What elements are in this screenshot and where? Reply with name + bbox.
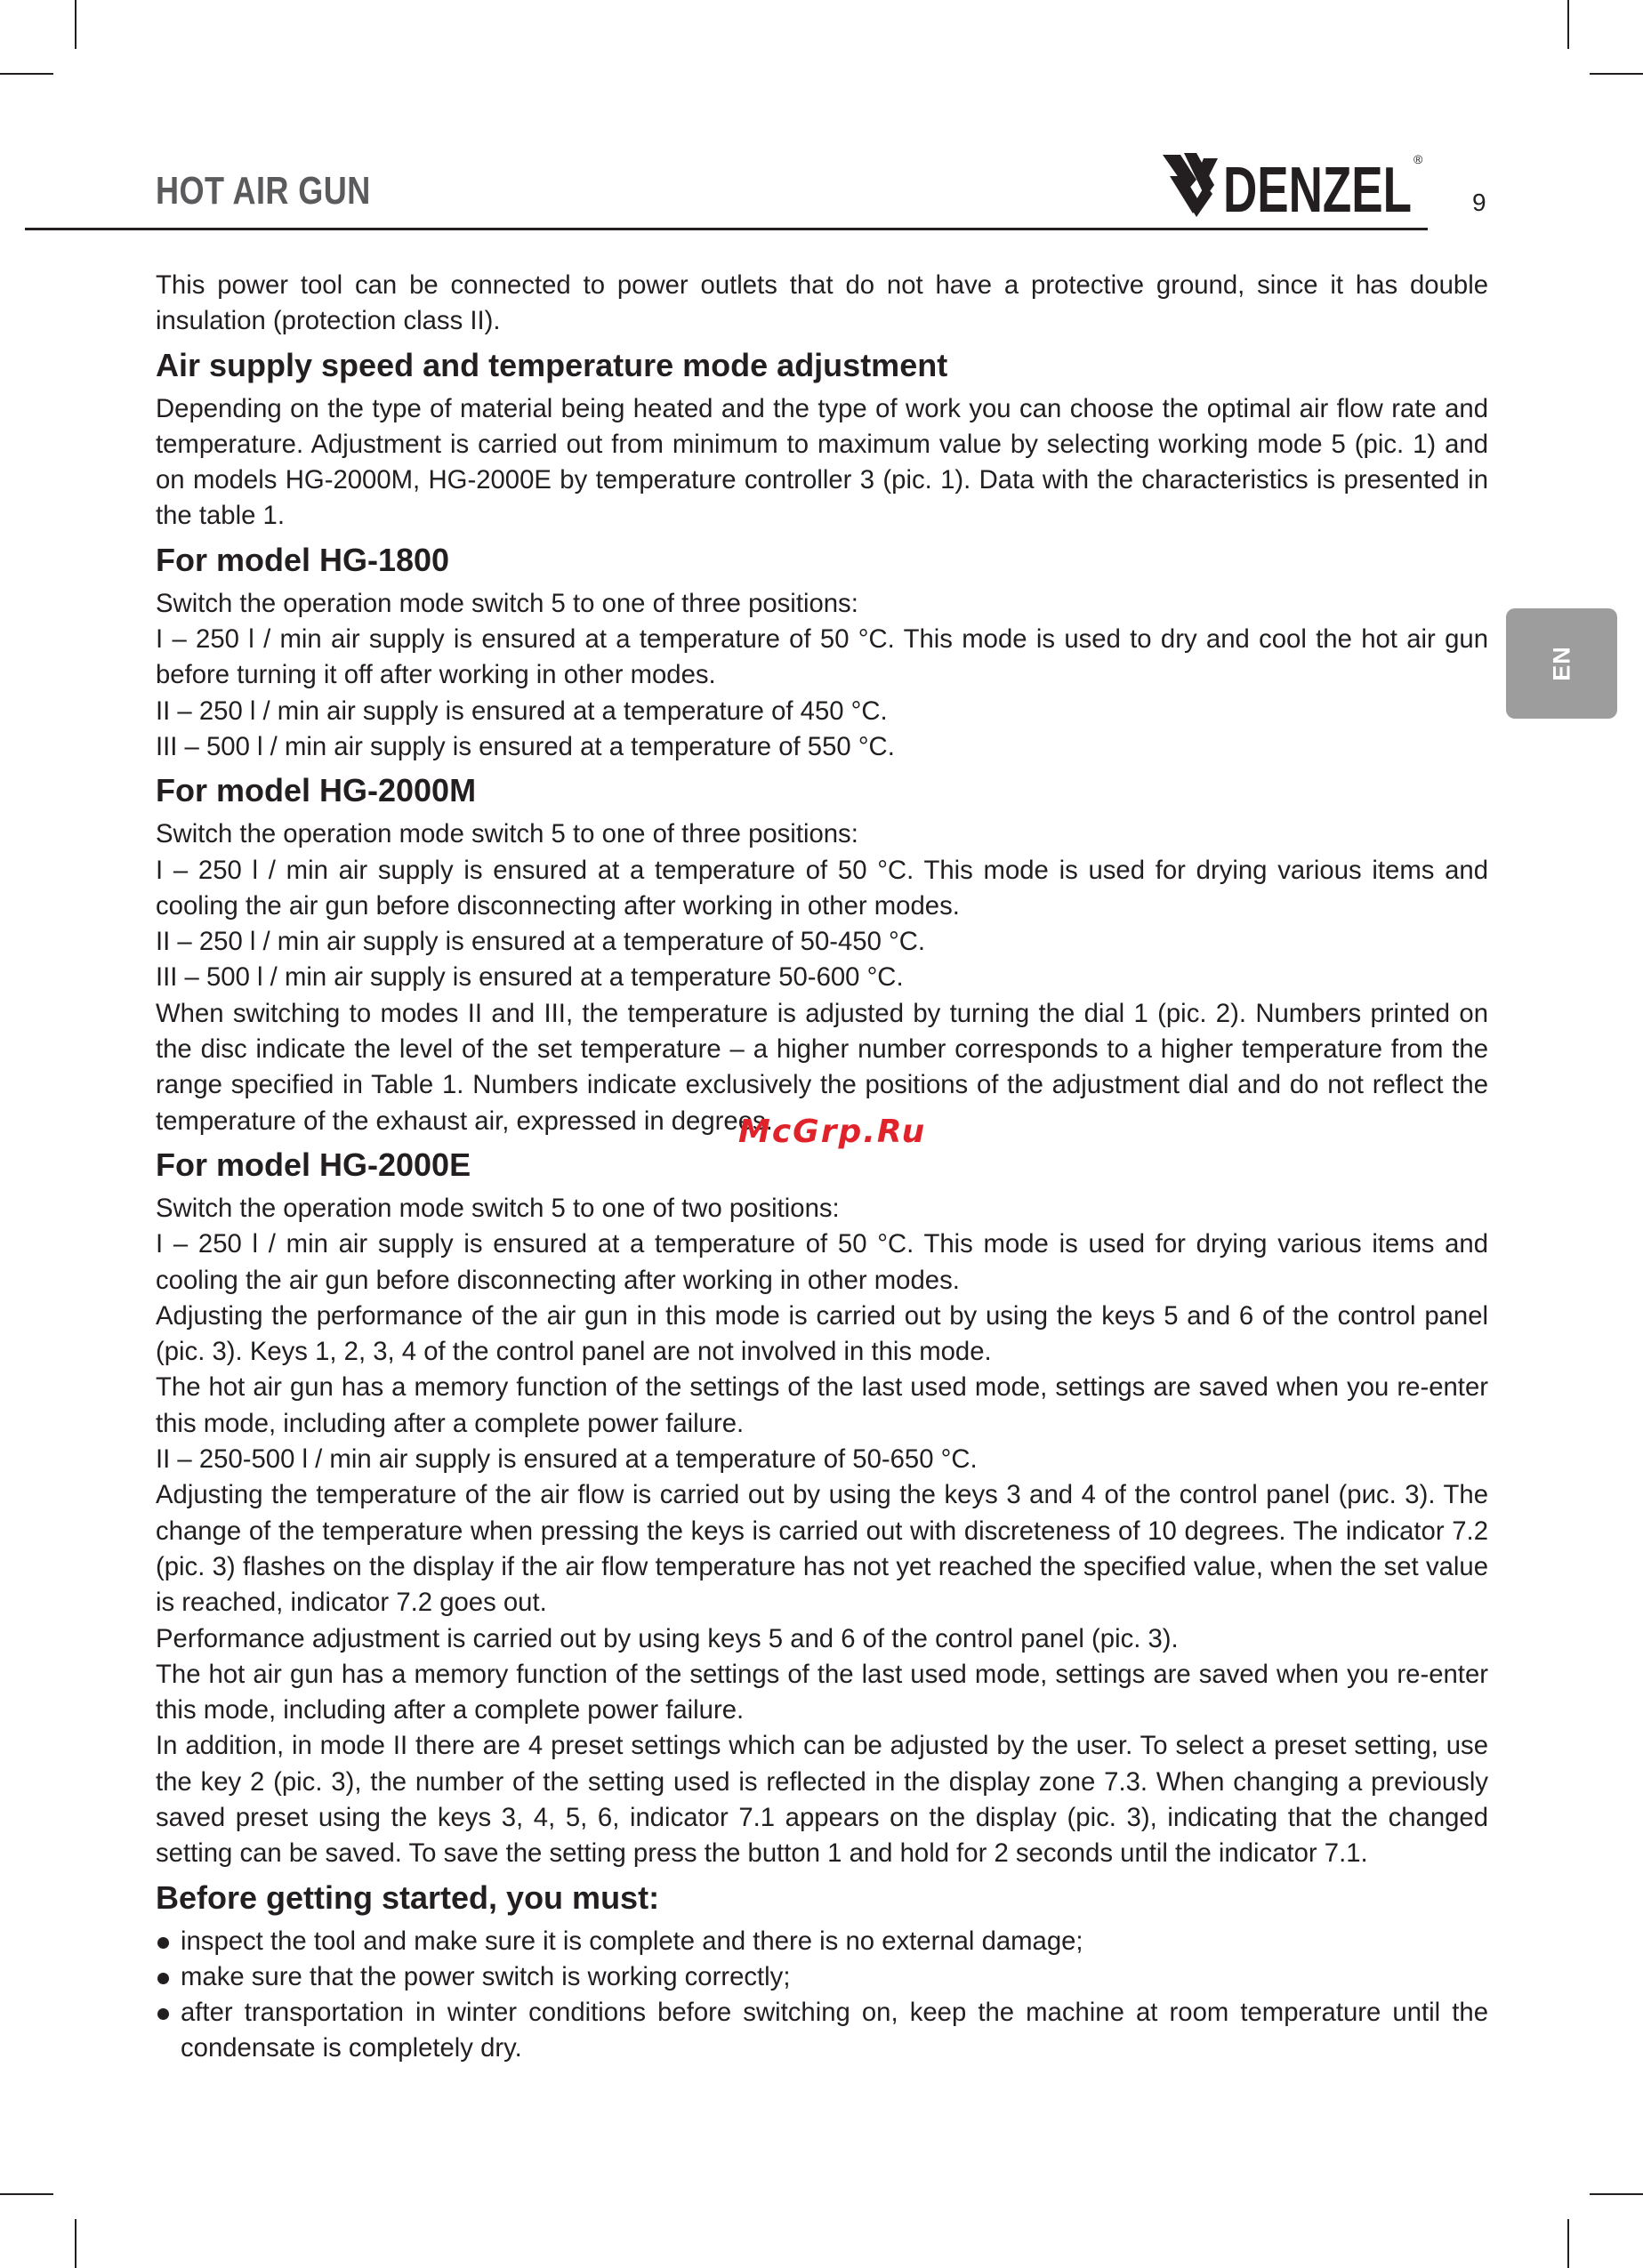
paragraph: II – 250-500 l / min air supply is ensured at a temperature of 50-650 °C. [156, 1444, 978, 1475]
header-divider [25, 228, 1428, 230]
paragraph: The hot air gun has a memory function of the settings of the last used mode, settings are saved when you re-enter this mode, including after a complete power failure. [156, 1372, 1488, 1438]
logo-emblem-icon [1163, 153, 1218, 217]
paragraph: I – 250 l / min air supply is ensured at a temperature of 50 °C. This mode is used to dry and cool the hot air gun before turning it off after working in other modes. [156, 624, 1488, 690]
section-heading-air-supply: Air supply speed and temperature mode adjustment [156, 346, 948, 383]
paragraph: III – 500 l / min air supply is ensured at a temperature of 550 °C. [156, 731, 895, 761]
paragraph: III – 500 l / min air supply is ensured at a temperature 50-600 °C. [156, 962, 904, 993]
paragraph: Depending on the type of material being heated and the type of work you can choose the optimal air flow rate and temperature. Adjustment is carried out from minimum to maximum value by selecting working mode 5 (pic. 1) and on models HG-2000M, HG-2000E by temperature controller 3 (pic. 1). Data with the characteristics is presented in the table 1. [156, 393, 1488, 531]
paragraph: In addition, in mode II there are 4 preset settings which can be adjusted by the user. To select a preset setting, use the key 2 (pic. 3), the number of the setting used is reflected in the display zone 7.3. When changing a previously saved preset using the keys 3, 4, 5, 6, indicator 7.1 appears on the display (pic. 3), indicating that the changed setting can be saved. To save the setting press the button 1 and hold for 2 seconds until the indicator 7.1. [156, 1731, 1488, 1869]
paragraph: Switch the operation mode switch 5 to one of three positions: [156, 819, 858, 849]
paragraph: Switch the operation mode switch 5 to one of two positions: [156, 1193, 840, 1223]
watermark-text: McGrp.Ru [738, 1114, 927, 1150]
crop-mark [1590, 73, 1643, 75]
paragraph: II – 250 l / min air supply is ensured at a temperature of 450 °C. [156, 696, 888, 726]
intro-paragraph: This power tool can be connected to power outlets that do not have a protective ground, since it has double insulation (protection class II). [156, 270, 1488, 336]
paragraph: Switch the operation mode switch 5 to one of three positions: [156, 588, 858, 618]
paragraph: The hot air gun has a memory function of the settings of the last used mode, settings are saved when you re-enter this mode, including after a complete power failure. [156, 1659, 1488, 1725]
logo-wordmark: DENZEL [1223, 155, 1412, 224]
page-number: 9 [1472, 189, 1486, 216]
list-item: inspect the tool and make sure it is complete and there is no external damage; [156, 1924, 1488, 1959]
crop-mark [0, 2193, 53, 2195]
denzel-logo [1161, 144, 1428, 224]
crop-mark [75, 0, 77, 49]
section-heading-hg-2000e: For model HG-2000E [156, 1146, 471, 1183]
checklist [156, 1924, 1488, 2067]
language-tab-label: EN [1548, 646, 1575, 681]
paragraph: Performance adjustment is carried out by using keys 5 and 6 of the control panel (pic. 3). [156, 1623, 1179, 1653]
paragraph: Adjusting the performance of the air gun in this mode is carried out by using the keys 5 and 6 of the control panel (pic. 3). Keys 1, 2, 3, 4 of the control panel are not involved in this mode. [156, 1300, 1488, 1367]
language-tab [1506, 608, 1617, 719]
list-item: make sure that the power switch is working correctly; [156, 1959, 1488, 1995]
paragraph: Adjusting the temperature of the air flow is carried out by using the keys 3 and 4 of the control panel (рис. 3). The change of the temperature when pressing the keys is carried out with discreteness of 10 degrees. The indicator 7.2 (pic. 3) flashes on the display if the air flow temperature has not yet reached the specified value, when the set value is reached, indicator 7.2 goes out. [156, 1480, 1488, 1618]
crop-mark [1567, 0, 1569, 49]
page-content [156, 268, 1488, 2067]
page-header-title: HOT AIR GUN [156, 169, 371, 213]
paragraph: When switching to modes II and III, the temperature is adjusted by turning the dial 1 (pic. 2). Numbers printed on the disc indicate the level of the set temperature – a higher number corresponds to a higher temperature from the range specified in Table 1. Numbers indicate exclusively the positions of the adjustment dial and do not reflect the temperature of the exhaust air, expressed in degrees. [156, 998, 1488, 1136]
paragraph: I – 250 l / min air supply is ensured at a temperature of 50 °C. This mode is used for drying various items and cooling the air gun before disconnecting after working in other modes. [156, 855, 1488, 921]
crop-mark [75, 2219, 77, 2268]
crop-mark [1590, 2193, 1643, 2195]
section-heading-before-start: Before getting started, you must: [156, 1878, 660, 1916]
section-heading-hg-1800: For model HG-1800 [156, 541, 450, 578]
paragraph: II – 250 l / min air supply is ensured at a temperature of 50-450 °C. [156, 927, 926, 957]
list-item: after transportation in winter conditions before switching on, keep the machine at room temperature until the condensate is completely dry. [156, 1995, 1488, 2067]
paragraph: I – 250 l / min air supply is ensured at a temperature of 50 °C. This mode is used for drying various items and cooling the air gun before disconnecting after working in other modes. [156, 1229, 1488, 1295]
crop-mark [0, 73, 53, 75]
logo-trademark: ® [1413, 152, 1423, 166]
crop-mark [1567, 2219, 1569, 2268]
section-heading-hg-2000m: For model HG-2000M [156, 772, 477, 809]
